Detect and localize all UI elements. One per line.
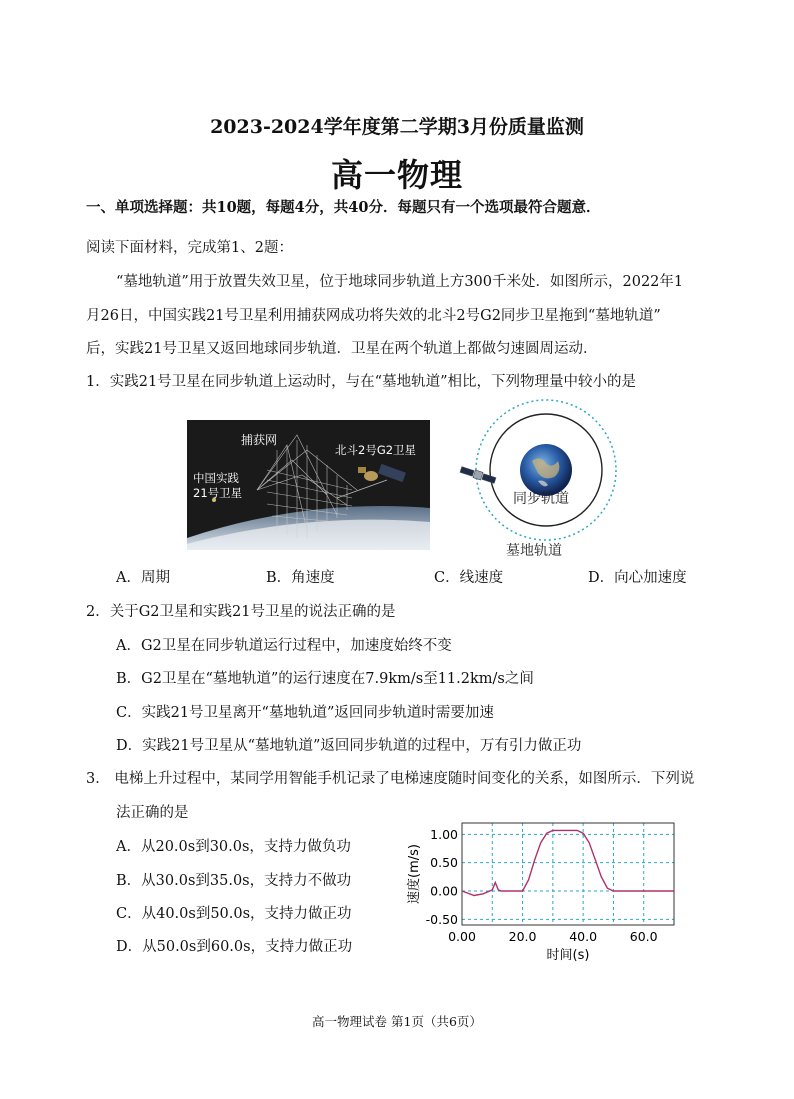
chaser-label-line1: 中国实践 [193, 471, 239, 485]
question-3-stem-line2: 法正确的是 [116, 805, 189, 821]
y-axis-label: 速度(m/s) [407, 844, 422, 904]
q3-option-a[interactable]: A．从20.0s到30.0s，支持力做负功 [116, 839, 351, 855]
x-tick-label: 20.0 [508, 929, 537, 944]
q1-option-a[interactable]: A．周期 [116, 570, 170, 586]
chart-frame [462, 823, 674, 925]
q1-option-c[interactable]: C．线速度 [434, 570, 504, 586]
question-3-stem-line1: 3． 电梯上升过程中，某同学用智能手机记录了电梯速度随时间变化的关系，如图所示．下列说 [86, 771, 695, 787]
q2-option-a[interactable]: A．G2卫星在同步轨道运行过程中，加速度始终不变 [116, 638, 452, 654]
exam-title: 2023-2024学年度第二学期3月份质量监测 [210, 116, 584, 138]
material-line: 月26日，中国实践21号卫星利用捕获网成功将失效的北斗2号G2同步卫星拖到“墓地轨道” [86, 308, 661, 324]
sync-orbit-label: 同步轨道 [513, 491, 569, 507]
velocity-time-chart [404, 815, 704, 965]
y-tick-label: 0.00 [430, 883, 458, 899]
subject-title: 高一物理 [330, 156, 463, 194]
net-label: 捕获网 [241, 433, 278, 447]
question-2-stem: 2．关于G2卫星和实践21号卫星的说法正确的是 [86, 604, 396, 620]
q1-option-d[interactable]: D．向心加速度 [588, 570, 687, 586]
y-tick-label: -0.50 [425, 911, 458, 927]
q3-option-d[interactable]: D．从50.0s到60.0s，支持力做正功 [116, 939, 353, 955]
page-footer: 高一物理试卷 第1页（共6页） [312, 1014, 482, 1029]
x-tick-label: 0.00 [448, 929, 476, 944]
orbit-diagram [456, 395, 636, 565]
material-line: 后，实践21号卫星又返回地球同步轨道．卫星在两个轨道上都做匀速圆周运动． [86, 341, 598, 357]
target-satellite-label: 北斗2号G2卫星 [335, 443, 417, 457]
q3-option-b[interactable]: B．从30.0s到35.0s，支持力不做功 [116, 873, 352, 889]
x-axis-label: 时间(s) [546, 948, 590, 963]
q2-option-d[interactable]: D．实践21号卫星从“墓地轨道”返回同步轨道的过程中，万有引力做正功 [116, 738, 582, 754]
chart-grid [462, 823, 674, 925]
x-tick-label: 60.0 [629, 929, 658, 944]
q2-option-b[interactable]: B．G2卫星在“墓地轨道”的运行速度在7.9km/s至11.2km/s之间 [116, 671, 534, 687]
q2-option-c[interactable]: C．实践21号卫星离开“墓地轨道”返回同步轨道时需要加速 [116, 705, 494, 721]
question-1-stem: 1．实践21号卫星在同步轨道上运动时，与在“墓地轨道”相比，下列物理量中较小的是 [86, 374, 636, 390]
q1-option-b[interactable]: B．角速度 [266, 570, 335, 586]
section-heading: 一、单项选择题：共10题，每题4分，共40分．每题只有一个选项最符合题意． [86, 199, 601, 216]
graveyard-orbit-label: 墓地轨道 [506, 543, 562, 559]
y-tick-label: 1.00 [430, 826, 458, 842]
y-tick-label: 0.50 [430, 855, 458, 871]
capture-net-photo [187, 420, 430, 550]
q3-option-c[interactable]: C．从40.0s到50.0s，支持力做正功 [116, 906, 352, 922]
x-tick-label: 40.0 [569, 929, 598, 944]
material-line: “墓地轨道”用于放置失效卫星，位于地球同步轨道上方300千米处．如图所示，2022年1 [116, 274, 684, 290]
chaser-label-line2: 21号卫星 [193, 486, 243, 500]
material-intro: 阅读下面材料，完成第1、2题： [86, 240, 293, 256]
